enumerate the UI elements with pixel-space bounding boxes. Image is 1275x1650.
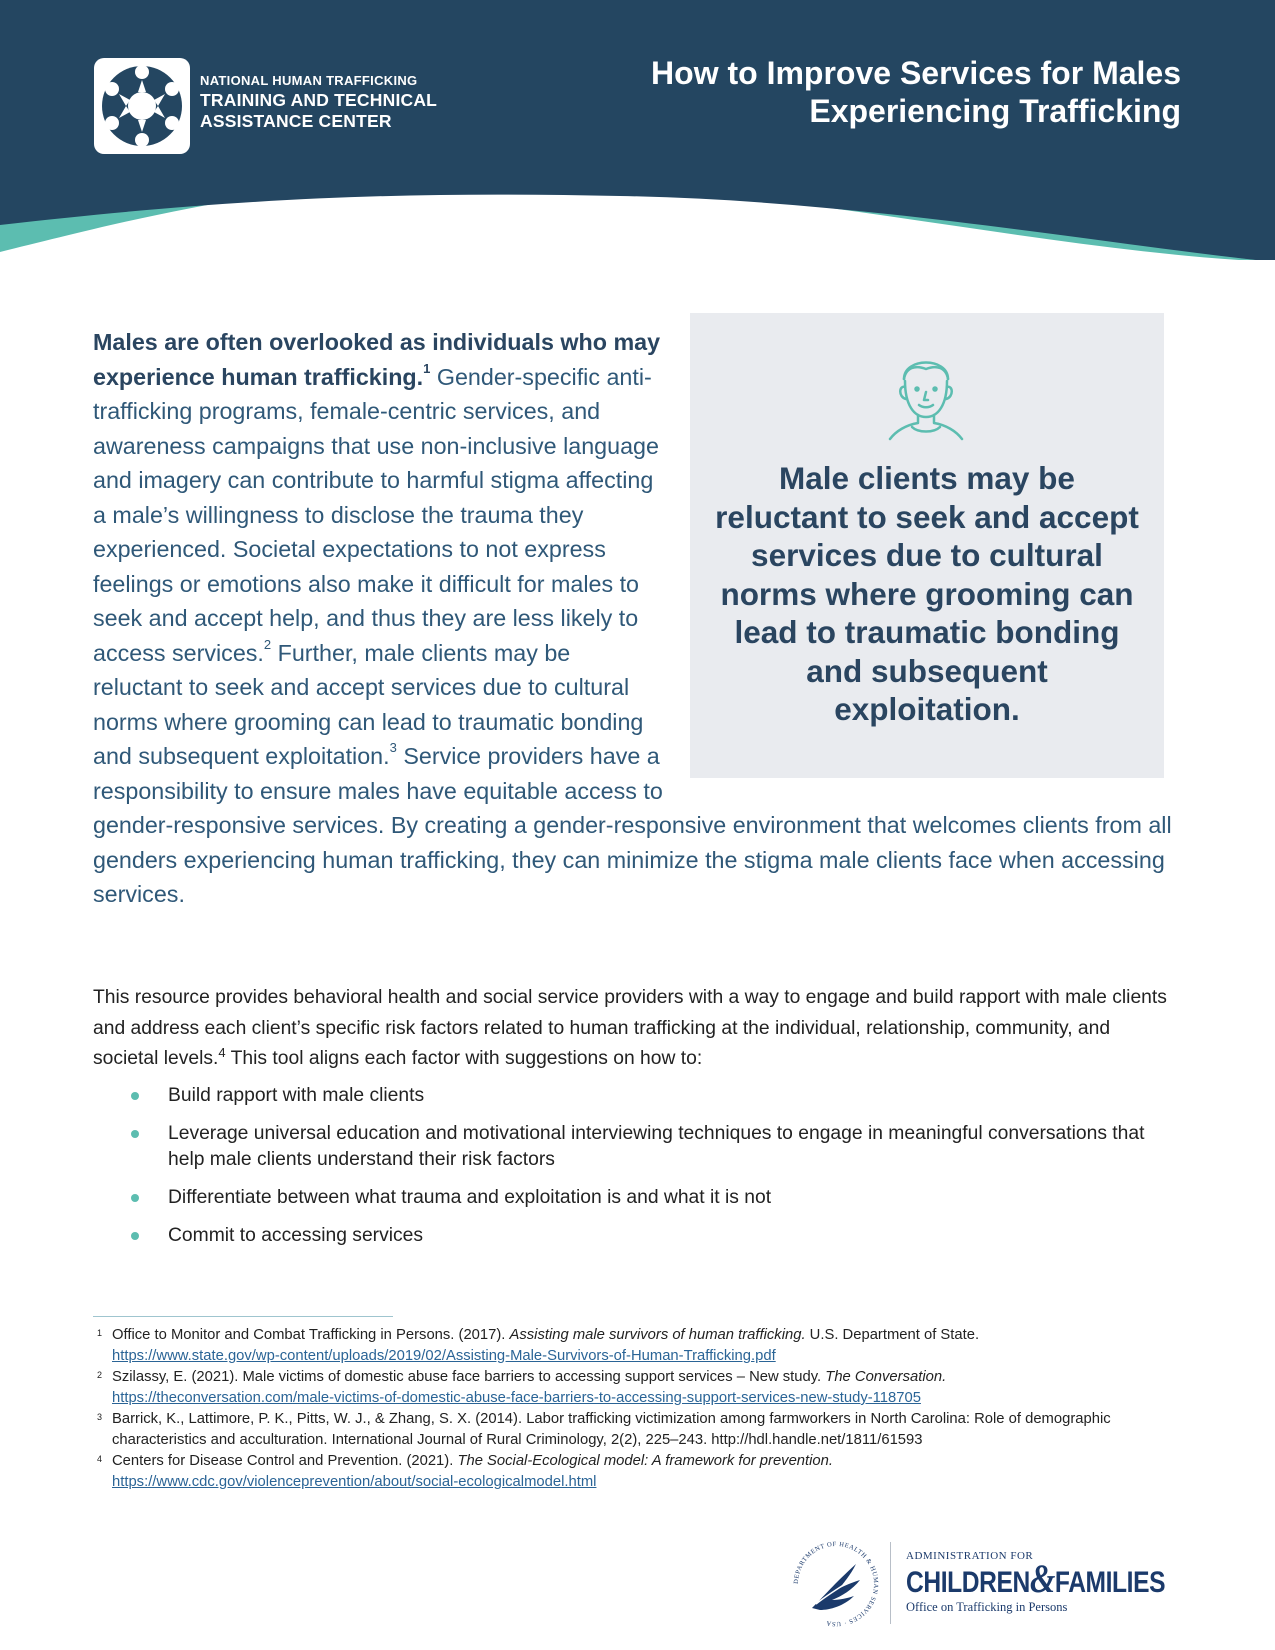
intro-text-part2: Further, male clients may be reluctant to seek and accept services due to cultural norms where grooming can lead to traumatic bonding and subsequent exploitation. [93,639,644,769]
footnote-ref-3[interactable]: 3 [389,740,397,755]
intro-lead: Males are often overlooked as individuals who may experience human trafficking. [93,329,661,390]
org-name-line1: NATIONAL HUMAN TRAFFICKING [200,73,418,88]
footnote-ref-4[interactable]: 4 [218,1045,226,1060]
footnote-4 [93,1451,1183,1493]
footnote-title: The Conversation. [825,1369,947,1385]
footnote-number: 2 [97,1370,103,1380]
footnote-link[interactable]: https://www.state.gov/wp-content/uploads/2019/02/Assisting-Male-Survivors-of-Human-Trafficking.pdf [112,1348,776,1364]
resource-text: This resource provides behavioral health and social service providers with a way to engage and build rapport with male clients and address each client’s specific risk factors related to human trafficking at the individual, relationship, community, and societal levels. [93,987,1167,1069]
header-wave-background [0,0,1275,260]
footnote-number: 4 [97,1454,103,1464]
page-title-line2: Experiencing Trafficking [809,93,1181,129]
bullet-dot-icon [131,1130,139,1138]
footnote-text: Centers for Disease Control and Prevention. (2021). [112,1453,458,1469]
footnote-title: Assisting male survivors of human trafficking. [509,1327,806,1343]
footnote-text: Szilassy, E. (2021). Male victims of domestic abuse face barriers to accessing support services – New study. [112,1369,826,1385]
org-name [200,72,437,132]
list-item [93,1223,1173,1249]
footnote-1 [93,1325,1183,1367]
bullet-dot-icon [131,1092,139,1100]
footnote-number: 3 [97,1412,103,1422]
acf-logo [906,1550,1222,1615]
footer-divider [890,1542,891,1624]
resource-paragraph [93,983,1173,1075]
bullet-dot-icon [131,1194,139,1202]
acf-ampersand: & [1029,1556,1055,1601]
list-item-text: Commit to accessing services [168,1225,424,1246]
intro-text-part3: Service providers have a responsibility to ensure males have equitable access to gender-responsive services. By creating a gender-responsive environment that welcomes clients from all genders experiencing human trafficking, they can minimize the stigma male clients face when accessing services. [93,743,1172,907]
footnotes [93,1325,1183,1493]
acf-families: FAMILIES [1054,1566,1166,1599]
footnote-divider [93,1316,393,1317]
svg-text:DEPARTMENT OF HEALTH & HUMAN S: DEPARTMENT OF HEALTH & HUMAN SERVICES · USA [792,1540,880,1628]
footnote-ref-1[interactable]: 1 [423,360,431,376]
intro-text-part1: Gender-specific anti-trafficking programs, female-centric services, and awareness campaigns that use non-inclusive language and imagery can contribute to harmful stigma affecting a male’s willingness to disclose the trauma they experienced. Societal expectations to not express feelings or emotions also make it difficult for males to seek and accept help, and thus they are less likely to access services. [93,363,659,666]
page-title [581,54,1181,130]
list-item [93,1083,1173,1109]
footnote-2 [93,1367,1183,1409]
suggestion-list [93,1083,1173,1261]
footnote-text: Barrick, K., Lattimore, P. K., Pitts, W. J., & Zhang, S. X. (2014). Labor trafficking victimization among farmworkers in North Carolina: Role of demographic characteristics and acculturation. International Journal of Rural Criminology, 2(2), 225–243. http://hdl.handle.net/1811/61593 [112,1411,1111,1448]
list-item [93,1185,1173,1211]
org-name-line3: ASSISTANCE CENTER [200,111,392,131]
bullet-dot-icon [131,1232,139,1240]
org-name-line2: TRAINING AND TECHNICAL [200,90,438,110]
footer-logos [780,1530,1200,1630]
list-item-text: Leverage universal education and motivational interviewing techniques to engage in meaningful conversations that help male clients understand their risk factors [168,1123,1145,1170]
header-banner [0,0,1275,260]
hhs-seal-logo [790,1538,882,1630]
list-item-text: Differentiate between what trauma and exploitation is and what it is not [168,1187,772,1208]
footnote-text: U.S. Department of State. [805,1327,980,1343]
acf-children: CHILDREN [906,1566,1030,1599]
intro-paragraph [93,325,1173,912]
footnote-title: The Social-Ecological model: A framework for prevention. [457,1453,834,1469]
footnote-link[interactable]: https://theconversation.com/male-victims-of-domestic-abuse-face-barriers-to-accessing-support-services-new-study-118705 [112,1390,921,1406]
footnote-3 [93,1409,1183,1451]
page-title-line1: How to Improve Services for Males [651,55,1181,91]
list-item [93,1121,1173,1173]
footnote-number: 1 [97,1328,103,1338]
footnote-ref-2[interactable]: 2 [263,636,272,652]
acf-office-label: Office on Trafficking in Persons [906,1600,1068,1614]
footnote-text: Office to Monitor and Combat Trafficking in Persons. (2017). [112,1327,510,1343]
callout-quote: Male clients may be reluctant to seek and accept services due to cultural norms where grooming can lead to traumatic bonding and subsequent exploitation. [715,460,1139,727]
list-item-text: Build rapport with male clients [168,1085,425,1106]
footnote-link[interactable]: https://www.cdc.gov/violenceprevention/about/social-ecologicalmodel.html [112,1474,597,1490]
acf-admin-label: ADMINISTRATION FOR [906,1550,1034,1562]
nhttac-logo [94,58,190,154]
resource-text-after: This tool aligns each factor with suggestions on how to: [225,1048,703,1069]
